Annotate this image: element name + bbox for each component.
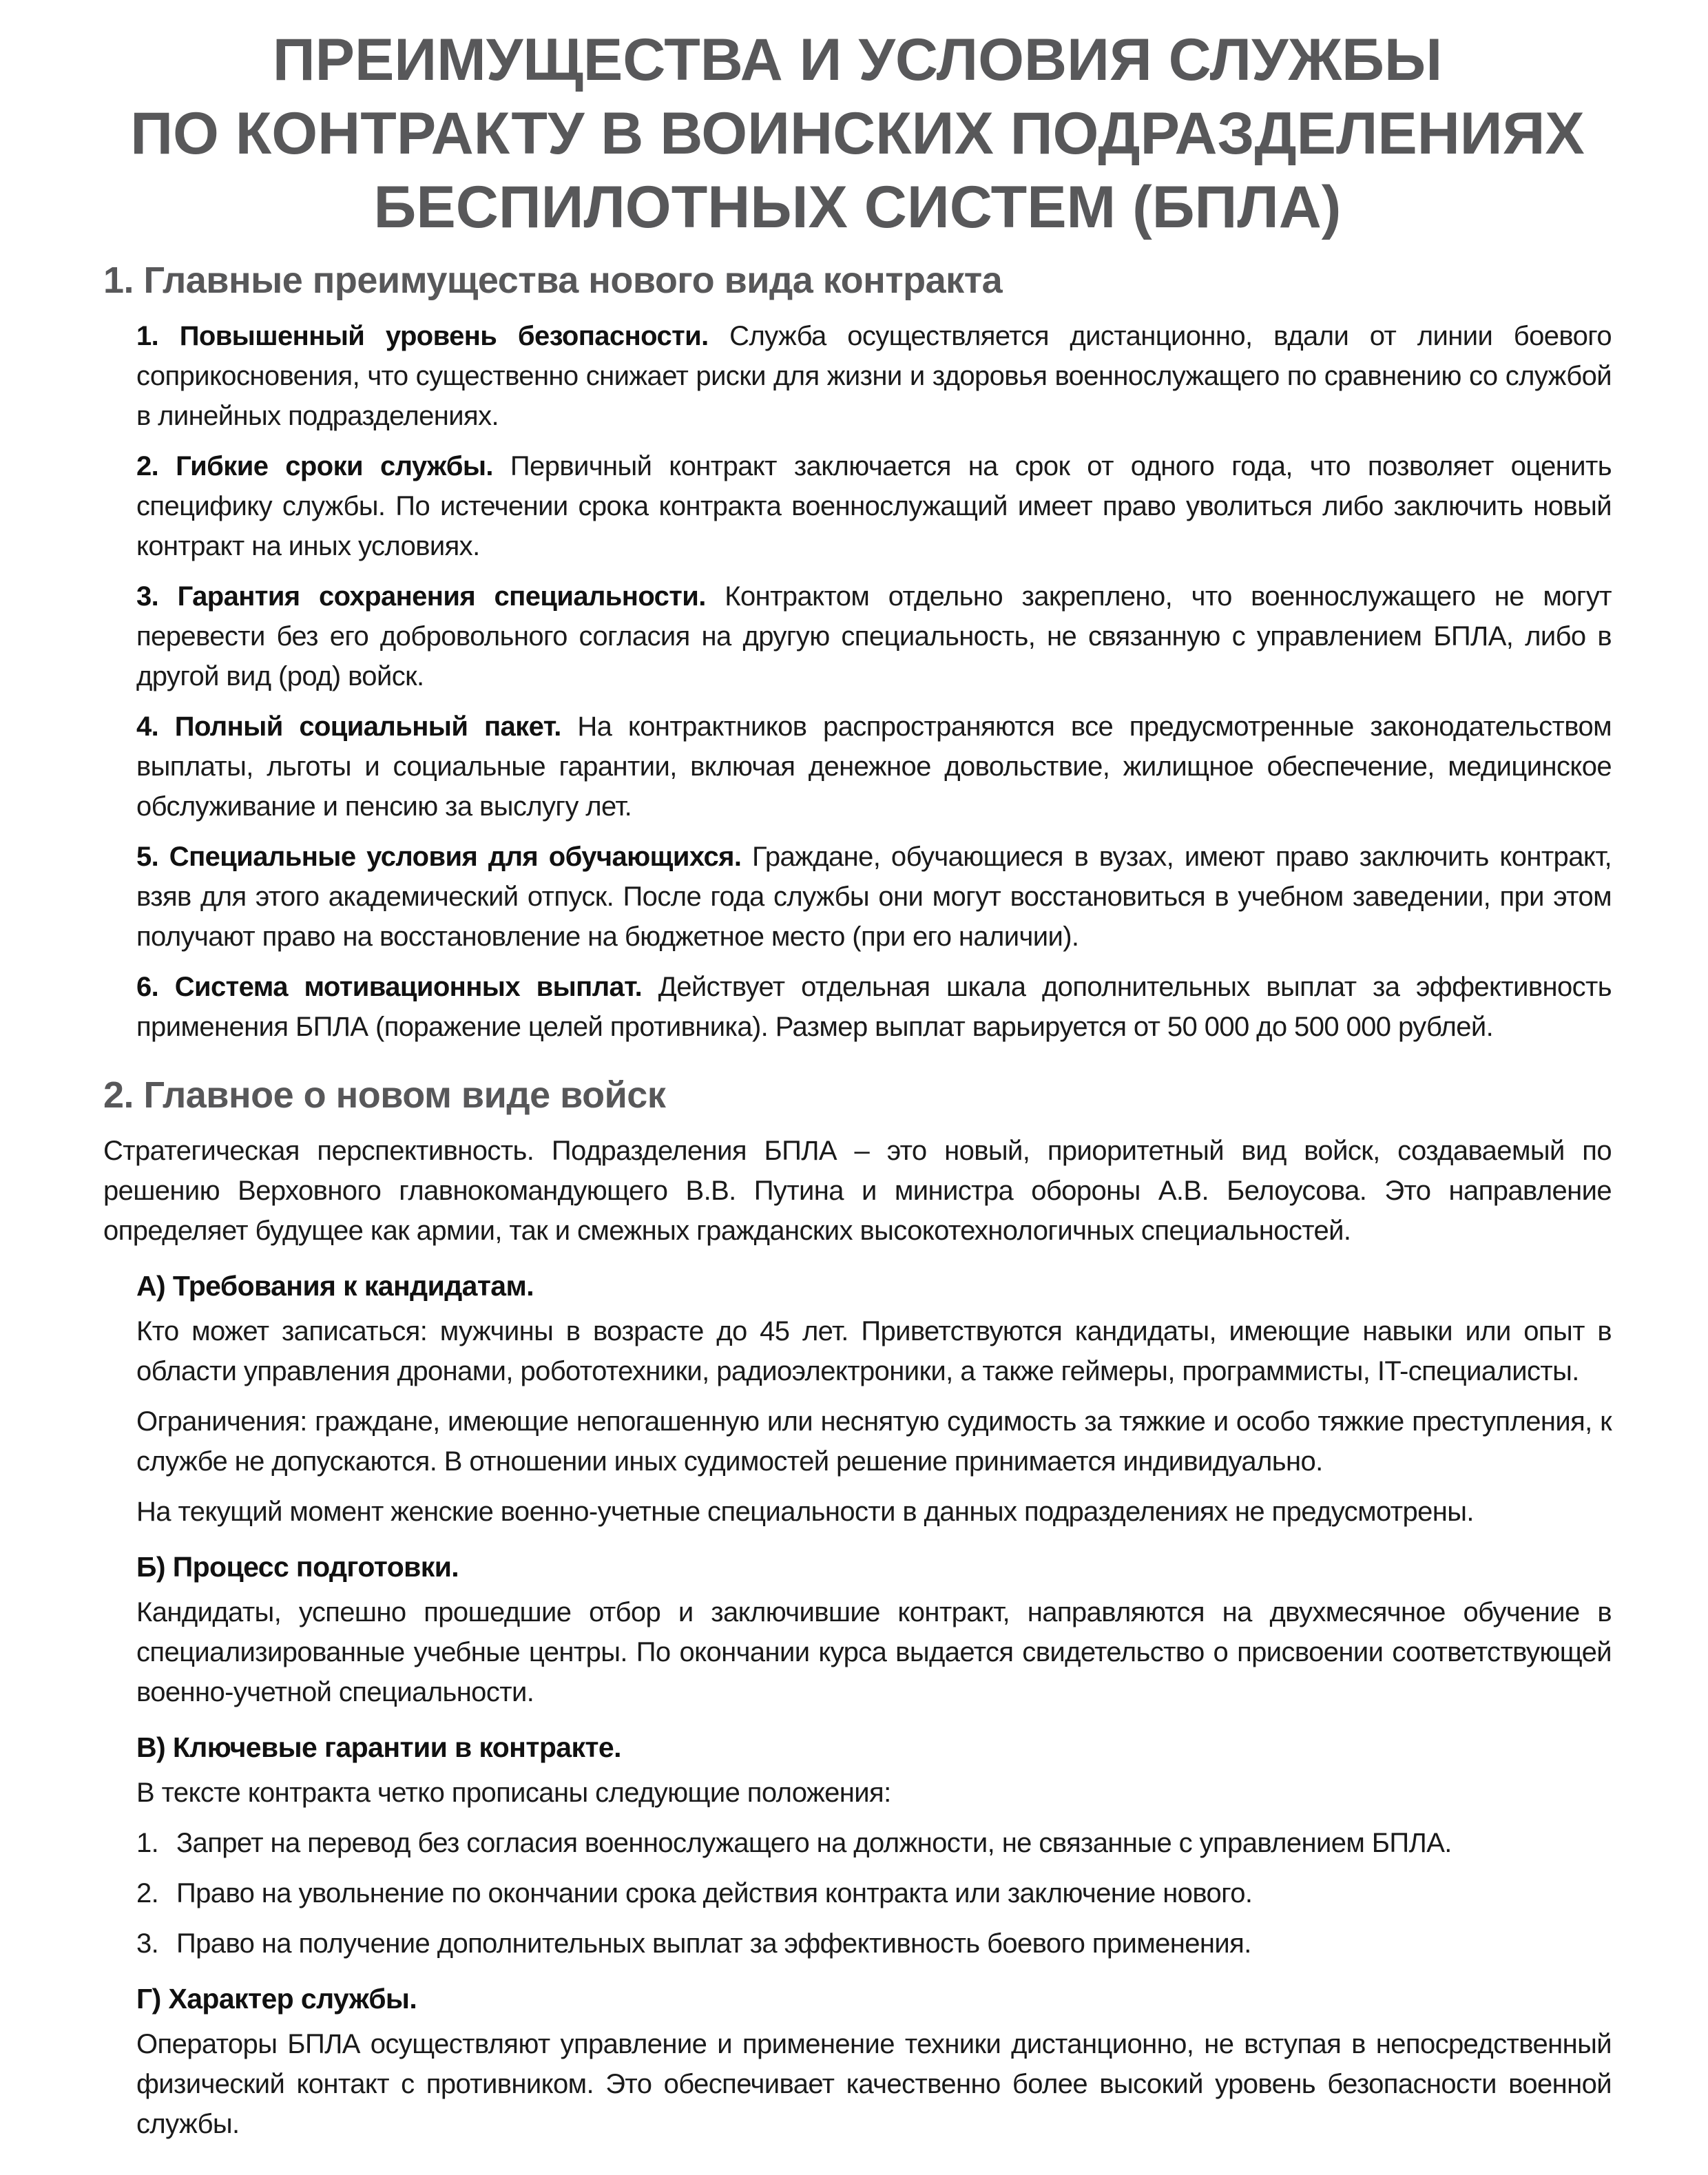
- section-2-intro: Стратегическая перспективность. Подразделения БПЛА – это новый, приоритетный вид войск, создаваемый по решению Верховного главнокомандующего В.В. Путина и министра обороны А.В. Белоусова. Это направление определяет будущее как армии, так и смежных гражданских высокотехнологичных специальностей.: [103, 1136, 1612, 1246]
- list-item-3: [136, 1924, 1612, 1964]
- title-line-1: ПРЕИМУЩЕСТВА И УСЛОВИЯ СЛУЖБЫ: [272, 27, 1443, 93]
- subsection-a-paragraph-3: На текущий момент женские военно-учетные специальности в данных подразделениях не предусмотрены.: [136, 1497, 1474, 1527]
- list-item-1-number: 1.: [136, 1828, 159, 1858]
- list-item-1-text: Запрет на перевод без согласия военнослужащего на должности, не связанные с управлением БПЛА.: [176, 1828, 1452, 1858]
- advantage-item-2-text: Первичный контракт заключается на срок от одного года, что позволяет оценить специфику службы. По истечении срока контракта военнослужащий имеет право уволиться либо заключить новый контракт на иных условиях.: [136, 451, 1612, 561]
- section-2-heading: 2. Главное о новом виде войск: [103, 1074, 666, 1116]
- advantage-item-5-lead: 5. Специальные условия для обучающихся.: [136, 842, 742, 872]
- list-item-2-number: 2.: [136, 1878, 159, 1908]
- title-line-3: БЕСПИЛОТНЫХ СИСТЕМ (БПЛА): [373, 174, 1342, 240]
- subsection-a-paragraph-1: Кто может записаться: мужчины в возрасте до 45 лет. Приветствуются кандидаты, имеющие навыки или опыт в области управления дронами, робототехники, радиоэлектроники, а также геймеры, программисты, IT-специалисты.: [136, 1316, 1612, 1386]
- advantage-item-2: [136, 446, 1612, 566]
- advantage-item-3: [136, 576, 1612, 696]
- list-item-3-number: 3.: [136, 1928, 159, 1959]
- contract-guarantees-list: [103, 1823, 1612, 1964]
- advantage-item-4: [136, 707, 1612, 826]
- list-item-3-text: Право на получение дополнительных выплат за эффективность боевого применения.: [176, 1928, 1251, 1959]
- advantage-item-1-text: Служба осуществляется дистанционно, вдали от линии боевого соприкосновения, что существенно снижает риски для жизни и здоровья военнослужащего по сравнению со службой в линейных подразделениях.: [136, 321, 1612, 431]
- advantage-item-1: [136, 316, 1612, 436]
- title-line-2: ПО КОНТРАКТУ В ВОИНСКИХ ПОДРАЗДЕЛЕНИЯХ: [130, 101, 1585, 167]
- section-advantages: [103, 258, 1612, 1047]
- subsection-b-heading: Б) Процесс подготовки.: [136, 1551, 459, 1583]
- list-item-1: [136, 1823, 1612, 1863]
- section-1-heading: 1. Главные преимущества нового вида контракта: [103, 260, 1003, 301]
- advantage-item-5-text: Граждане, обучающиеся в вузах, имеют право заключить контракт, взяв для этого академический отпуск. После года службы они могут восстановиться в учебном заведении, при этом получают право на восстановление на бюджетное место (при его наличии).: [136, 842, 1612, 952]
- subsection-b-paragraph-1: Кандидаты, успешно прошедшие отбор и заключившие контракт, направляются на двухмесячное обучение в специализированные учебные центры. По окончании курса выдается свидетельство о присвоении соответствующей военно-учетной специальности.: [136, 1597, 1612, 1707]
- advantage-item-6-text: Действует отдельная шкала дополнительных выплат за эффективность применения БПЛА (поражение целей противника). Размер выплат варьируется от 50 000 до 500 000 рублей.: [136, 972, 1612, 1042]
- advantage-item-1-lead: 1. Повышенный уровень безопасности.: [136, 321, 709, 351]
- advantage-item-6-lead: 6. Система мотивационных выплат.: [136, 972, 643, 1002]
- subsection-a-heading: А) Требования к кандидатам.: [136, 1270, 534, 1302]
- subsection-v-heading: В) Ключевые гарантии в контракте.: [136, 1731, 621, 1763]
- advantage-item-6: [136, 967, 1612, 1047]
- list-item-2-text: Право на увольнение по окончании срока действия контракта или заключение нового.: [176, 1878, 1253, 1908]
- list-item-2: [136, 1873, 1612, 1913]
- advantage-item-4-lead: 4. Полный социальный пакет.: [136, 711, 561, 742]
- advantage-item-4-text: На контрактников распространяются все предусмотренные законодательством выплаты, льготы и социальные гарантии, включая денежное довольствие, жилищное обеспечение, медицинское обслуживание и пенсию за выслугу лет.: [136, 711, 1612, 822]
- advantage-item-5: [136, 837, 1612, 957]
- subsection-g-paragraph-1: Операторы БПЛА осуществляют управление и применение техники дистанционно, не вступая в непосредственный физический контакт с противником. Это обеспечивает качественно более высокий уровень безопасности военной службы.: [136, 2029, 1612, 2139]
- advantage-item-3-lead: 3. Гарантия сохранения специальности.: [136, 581, 706, 612]
- advantage-item-2-lead: 2. Гибкие сроки службы.: [136, 451, 493, 481]
- subsection-v-paragraph-1: В тексте контракта четко прописаны следующие положения:: [136, 1778, 891, 1808]
- subsection-a-paragraph-2: Ограничения: граждане, имеющие непогашенную или неснятую судимость за тяжкие и особо тяжкие преступления, к службе не допускаются. В отношении иных судимостей решение принимается индивидуально.: [136, 1406, 1612, 1477]
- document-title: [103, 23, 1612, 244]
- section-about-troops: [103, 1073, 1612, 2144]
- advantage-item-3-text: Контрактом отдельно закреплено, что военнослужащего не могут перевести без его добровольного согласия на другую специальность, не связанную с управлением БПЛА, либо в другой вид (род) войск.: [136, 581, 1612, 691]
- subsection-g-heading: Г) Характер службы.: [136, 1983, 417, 2015]
